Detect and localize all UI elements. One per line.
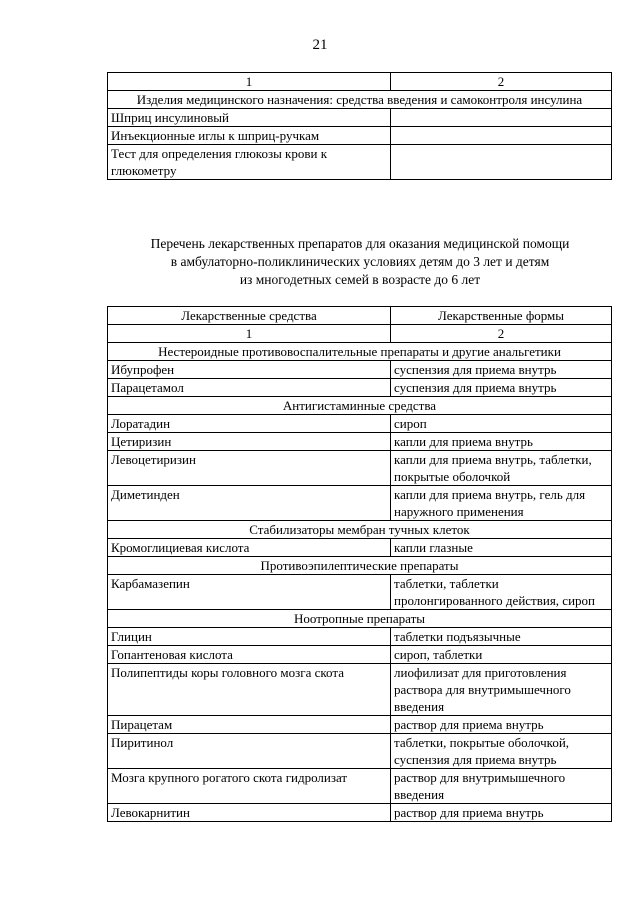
section-title: Изделия медицинского назначения: средства введения и самоконтроля инсулина [108,91,612,109]
section-title: Нестероидные противовоспалительные препараты и другие анальгетики [108,343,612,361]
section-row [108,557,612,575]
medicine-name: Кромоглициевая кислота [108,539,391,557]
section-row [108,521,612,539]
medicine-name: Гопантеновая кислота [108,646,391,664]
table-row [108,575,612,610]
table-row [108,646,612,664]
table-row [108,486,612,521]
medicine-form: таблетки подъязычные [391,628,612,646]
column-number: 2 [391,325,612,343]
table-row [108,109,612,127]
table-row [108,716,612,734]
medicine-form: раствор для внутримышечного введения [391,769,612,804]
item-form [391,145,612,180]
list-title-line: из многодетных семей в возрасте до 6 лет [239,272,481,287]
item-name: Инъекционные иглы к шприц-ручкам [108,127,391,145]
section-row [108,397,612,415]
medicine-form: раствор для приема внутрь [391,804,612,822]
section-row [108,91,612,109]
medicine-form: капли глазные [391,539,612,557]
section-title: Антигистаминные средства [108,397,612,415]
medicine-form: капли для приема внутрь, таблетки, покрытые оболочкой [391,451,612,486]
list-title [0,235,640,289]
medicine-name: Лоратадин [108,415,391,433]
table-row [108,451,612,486]
medicine-name: Полипептиды коры головного мозга скота [108,664,391,716]
table-number-row [108,325,612,343]
table-row [108,539,612,557]
medicine-name: Парацетамол [108,379,391,397]
medicine-name: Глицин [108,628,391,646]
column-number: 2 [391,73,612,91]
column-header-forms: Лекарственные формы [391,307,612,325]
medicine-form: сироп [391,415,612,433]
table-row [108,628,612,646]
table-header-row [108,73,612,91]
medicine-name: Пирацетам [108,716,391,734]
section-title: Ноотропные препараты [108,610,612,628]
item-name: Шприц инсулиновый [108,109,391,127]
table-row [108,415,612,433]
column-number: 1 [108,325,391,343]
page-number: 21 [312,37,328,53]
medicine-name: Ибупрофен [108,361,391,379]
column-header-medicines: Лекарственные средства [108,307,391,325]
table-row [108,127,612,145]
table-row [108,664,612,716]
item-name: Тест для определения глюкозы крови к глюкометру [108,145,391,180]
table-row [108,769,612,804]
section-title: Противоэпилептические препараты [108,557,612,575]
medicine-form: капли для приема внутрь, гель для наружного применения [391,486,612,521]
table-header-row [108,307,612,325]
table-row [108,433,612,451]
medicine-name: Левоцетиризин [108,451,391,486]
medicine-form: лиофилизат для приготовления раствора для внутримышечного введения [391,664,612,716]
table-row [108,145,612,180]
insulin-devices-table [107,72,612,180]
medicine-name: Цетиризин [108,433,391,451]
medicine-form: суспензия для приема внутрь [391,361,612,379]
medicine-form: суспензия для приема внутрь [391,379,612,397]
medicine-form: раствор для приема внутрь [391,716,612,734]
section-row [108,610,612,628]
medicines-table [107,306,612,822]
item-form [391,109,612,127]
table-row [108,734,612,769]
medicine-form: капли для приема внутрь [391,433,612,451]
section-title: Стабилизаторы мембран тучных клеток [108,521,612,539]
column-number: 1 [108,73,391,91]
table-row [108,361,612,379]
medicine-form: сироп, таблетки [391,646,612,664]
medicine-name: Мозга крупного рогатого скота гидролизат [108,769,391,804]
list-title-line: в амбулаторно-поликлинических условиях детям до 3 лет и детям [170,254,550,269]
medicine-name: Диметинден [108,486,391,521]
table-row [108,379,612,397]
list-title-line: Перечень лекарственных препаратов для оказания медицинской помощи [150,236,570,251]
table-row [108,804,612,822]
medicine-name: Пиритинол [108,734,391,769]
medicine-form: таблетки, таблетки пролонгированного действия, сироп [391,575,612,610]
medicine-name: Левокарнитин [108,804,391,822]
medicine-form: таблетки, покрытые оболочкой, суспензия для приема внутрь [391,734,612,769]
medicine-name: Карбамазепин [108,575,391,610]
section-row [108,343,612,361]
item-form [391,127,612,145]
